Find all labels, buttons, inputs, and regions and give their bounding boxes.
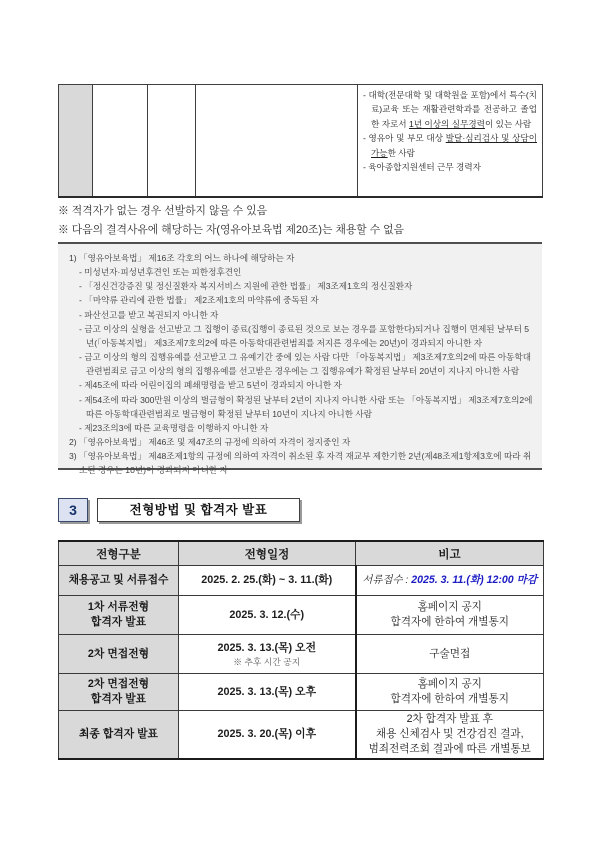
dq-subitem: - 금고 이상의 형의 집행유예를 선고받고 그 유예기간 중에 있는 사람 다만 「아동복지법」 제3조제7호의2에 따른 아동학대관련범죄로 금고 이상의 형의 집행유예를 선고받은 경우에는 그 집행유예가 확정된 날부터 20년이 지나지 아니한 사람: [79, 352, 532, 377]
qualification-bullet-2-post: 한 사람: [387, 147, 415, 158]
row4-category: [59, 674, 179, 711]
header-category: 전형구분: [59, 541, 179, 566]
table-row: [59, 635, 544, 674]
note-disqualification: ※ 다음의 결격사유에 해당하는 자(영유아보육법 제20조)는 채용할 수 없음: [58, 223, 405, 236]
dq-subitem: - 파산선고를 받고 복권되지 아니한 자: [79, 309, 219, 320]
row2-category-line2: 합격자 발표: [90, 616, 147, 628]
qualification-table: [58, 84, 543, 198]
qualification-bullet-3: - 육아종합지원센터 근무 경력자: [363, 162, 481, 173]
disqualification-box: [58, 242, 542, 476]
schedule-table: [58, 540, 544, 760]
row1-remarks-prefix: 서류접수 :: [362, 575, 412, 586]
row5-remarks: [356, 711, 544, 760]
qualification-table-empty-cell-2: [148, 85, 196, 198]
row1-category: 채용공고 및 서류접수: [59, 566, 179, 596]
qualification-table-empty-cell-1: [93, 85, 148, 198]
row1-schedule: 2025. 2. 25.(화) ~ 3. 11.(화): [179, 566, 356, 596]
row4-remarks-line1: 홈페이지 공지: [417, 678, 482, 690]
dq-subitem: - 「정신건강증진 및 정신질환자 복지서비스 지원에 관한 법률」 제3조제1호의 정신질환자: [79, 281, 413, 292]
row2-remarks-line2: 합격자에 한하여 개별통지: [390, 616, 509, 628]
table-row: [59, 674, 544, 711]
row3-category: 2차 면접전형: [59, 635, 179, 674]
row2-category-line1: 1차 서류전형: [87, 601, 150, 613]
section-title: 전형방법 및 합격자 발표: [97, 498, 300, 522]
row3-schedule-line1: 2025. 3. 13.(목) 오전: [217, 641, 316, 654]
dq-item-1: 1) 「영유아보육법」 제16조 각호의 어느 하나에 해당하는 자: [69, 253, 295, 263]
notes-block: [58, 202, 542, 239]
row5-remarks-line3: 범죄전력조회 결과에 따른 개별통보: [368, 743, 531, 755]
header-remarks: 비고: [356, 541, 544, 566]
table-row: [59, 566, 544, 596]
qualification-table-empty-cell-3: [196, 85, 358, 198]
dq-subitem: - 「마약류 관리에 관한 법률」 제2조제1호의 마약류에 중독된 자: [79, 295, 319, 306]
qualification-bullet-1-text: - 대학(전문대학 및 대학원을 포함)에서 특수(치료)교육 또는 재활관련학과를 전공하고 졸업한 자로서: [363, 90, 537, 129]
row5-category: 최종 합격자 발표: [59, 711, 179, 760]
row4-category-line1: 2차 면접전형: [87, 678, 150, 690]
qualification-bullet-2: [363, 131, 537, 160]
dq-subitem: - 제54조에 따라 300만원 이상의 벌금형이 확정된 날부터 2년이 지나지 아니한 사람 또는 「아동복지법」 제3조제7호의2에 따른 아동학대관련범죄로 벌금형이 확정된 날부터 10년이 지나지 아니한 사람: [79, 394, 533, 419]
dq-subitem: - 금고 이상의 실형을 선고받고 그 집행이 종료(집행이 종료된 것으로 보는 경우를 포함한다)되거나 집행이 면제된 날부터 5년(「아동복지법」 제3조제7호의2에 따른 아동학대관련범죄를 저지른 경우에는 20년)이 경과되지 아니한 자: [79, 323, 530, 348]
row1-remarks: [356, 566, 544, 596]
dq-subitem: - 제45조에 따라 어린이집의 폐쇄명령을 받고 5년이 경과되지 아니한 자: [79, 380, 342, 391]
row3-schedule-subnote: ※ 추후 시간 공지: [233, 656, 301, 667]
qualification-table-header-cell: [59, 85, 93, 198]
table-row: [59, 711, 544, 760]
dq-subitem: - 미성년자·피성년후견인 또는 피한정후견인: [79, 267, 242, 278]
schedule-header-row: [59, 541, 544, 566]
row4-remarks: [356, 674, 544, 711]
row2-category: [59, 596, 179, 635]
dq-item-3: 3) 「영유아보육법」 제48조제1항의 규정에 의하여 자격이 취소된 후 자격 재교부 제한기한 2년(제48조제1항제3호에 따라 취소된 경우는 10년)이 경과되지 아니한 자: [69, 451, 532, 476]
table-row: [59, 596, 544, 635]
note-no-selection: ※ 적격자가 없는 경우 선발하지 않을 수 있음: [58, 205, 268, 217]
section-number-badge: 3: [58, 498, 88, 522]
row1-remarks-deadline: 2025. 3. 11.(화) 12:00 마감: [411, 574, 538, 586]
row2-remarks: [356, 596, 544, 635]
row2-remarks-line1: 홈페이지 공지: [417, 601, 482, 613]
row4-remarks-line2: 합격자에 한하여 개별통지: [390, 693, 509, 705]
qualification-bullet-1: [363, 88, 537, 131]
qualification-bullet-1-underline: 1년 이상의 실무경력: [408, 118, 485, 129]
row4-schedule: 2025. 3. 13.(목) 오후: [179, 674, 356, 711]
row5-remarks-line2: 채용 신체검사 및 건강검진 결과,: [375, 728, 524, 740]
row2-schedule: 2025. 3. 12.(수): [179, 596, 356, 635]
qualification-requirements-cell: [358, 85, 543, 198]
row5-schedule: 2025. 3. 20.(목) 이후: [179, 711, 356, 760]
row3-schedule: [179, 635, 356, 674]
row5-remarks-line1: 2차 합격자 발표 후: [406, 713, 493, 725]
qualification-bullet-1-post: 이 있는 사람: [484, 118, 532, 129]
dq-item-2: 2) 「영유아보육법」 제46조 및 제47조의 규정에 의하여 자격이 정지중인 자: [69, 437, 351, 448]
qualification-bullet-2-underline: 발달·심리검사 및 상담이 가능: [371, 133, 537, 158]
row3-remarks: 구술면접: [356, 635, 544, 674]
qualification-bullet-2-text: - 영유아 및 부모 대상: [363, 133, 446, 144]
row4-category-line2: 합격자 발표: [90, 693, 147, 705]
header-schedule: 전형일정: [179, 541, 356, 566]
dq-subitem: - 제23조의3에 따른 교육명령을 이행하지 아니한 자: [79, 422, 269, 433]
